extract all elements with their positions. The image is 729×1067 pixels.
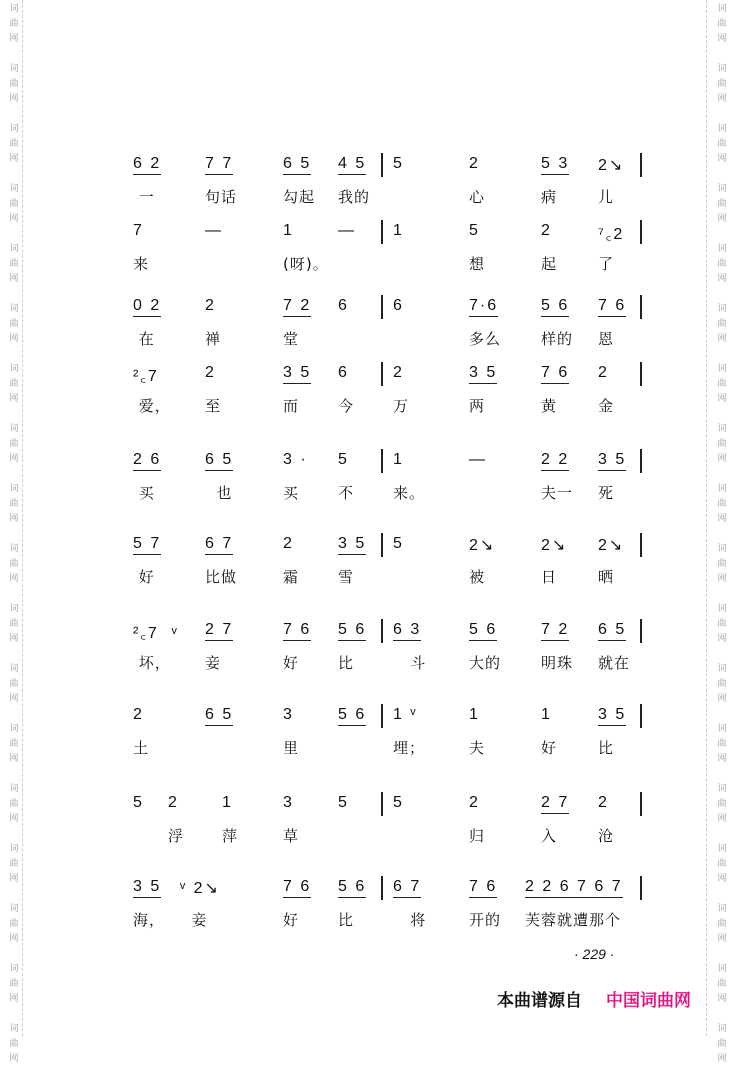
note-group: 1	[222, 794, 233, 811]
barline	[381, 533, 383, 557]
lyric: 禅	[205, 330, 222, 348]
lyric: (呀)。	[283, 255, 329, 273]
note-group: 2 2 6 7 6 7	[525, 878, 623, 898]
note-group: 2↘	[541, 537, 568, 554]
barline	[381, 220, 383, 244]
lyric: 黄	[541, 397, 558, 415]
note-group: 5 7	[133, 535, 161, 555]
note-group: 2	[598, 794, 609, 811]
note-group: 3	[283, 706, 294, 723]
note-group: 3 5	[598, 706, 626, 726]
watermark: 词 曲 网	[717, 604, 727, 644]
note-group: 2 7	[541, 794, 569, 814]
watermark: 词 曲 网	[717, 364, 727, 404]
lyric: 草	[283, 827, 300, 845]
note-group: 6	[393, 297, 404, 314]
watermark: 词 曲 网	[717, 904, 727, 944]
lyric: 起	[541, 255, 558, 273]
lyric: 心	[469, 188, 486, 206]
note-group: 6 7	[205, 535, 233, 555]
note-group: 5	[393, 535, 404, 552]
note-group: —	[338, 222, 356, 239]
note-group: 7·6	[469, 297, 498, 317]
watermark: 词 曲 网	[9, 364, 19, 404]
note-group: 7 6	[283, 878, 311, 898]
barline	[640, 619, 642, 643]
source-site-link[interactable]: 中国词曲网	[606, 991, 691, 1011]
lyric: 在	[133, 330, 155, 348]
barline	[381, 792, 383, 816]
note-group: 6 7	[393, 878, 421, 898]
lyric: 了	[598, 255, 615, 273]
lyric: 一	[133, 188, 155, 206]
barline	[381, 619, 383, 643]
note-group: 7 6	[541, 364, 569, 384]
watermark: 词 曲 网	[9, 904, 19, 944]
watermark: 词 曲 网	[717, 844, 727, 884]
lyric: 萍	[222, 827, 239, 845]
note-group: 5	[393, 155, 404, 172]
note-group: 0 2	[133, 297, 161, 317]
lyric: 买	[133, 484, 155, 502]
lyric: 想	[469, 255, 486, 273]
note-group: 3 5	[469, 364, 497, 384]
note-group: 2	[205, 364, 216, 381]
watermark: 词 曲 网	[9, 724, 19, 764]
lyric: 夫一	[541, 484, 574, 502]
note-group: 3 5	[133, 878, 161, 898]
note-group: 7 2	[541, 621, 569, 641]
lyric: 多么	[469, 330, 502, 348]
note-group: 7 6	[283, 621, 311, 641]
watermark: 词 曲 网	[717, 304, 727, 344]
note-group: 6 2	[133, 155, 161, 175]
note-group: 2	[393, 364, 404, 381]
lyric: 妾	[180, 911, 208, 929]
barline	[640, 220, 642, 244]
barline	[640, 362, 642, 386]
note-group: 2 2	[541, 451, 569, 471]
lyric: 句话	[205, 188, 238, 206]
watermark: 词 曲 网	[9, 784, 19, 824]
note-group: 2 7	[205, 621, 233, 641]
lyric: 就在	[598, 654, 631, 672]
lyric: 死	[598, 484, 615, 502]
note-group: —	[205, 222, 223, 239]
note-group: 5	[338, 794, 349, 811]
lyric: 霜	[283, 568, 300, 586]
note-group: —	[469, 451, 487, 468]
note-group: 2↘	[469, 537, 496, 554]
lyric: 明珠	[541, 654, 574, 672]
barline	[381, 295, 383, 319]
watermark: 词 曲 网	[9, 64, 19, 104]
watermark: 词 曲 网	[717, 1024, 727, 1064]
note-group: 2↘	[598, 537, 625, 554]
lyric: 来。	[393, 484, 426, 502]
note-group: 3 5	[598, 451, 626, 471]
note-group: 5	[393, 794, 404, 811]
lyric: 比	[598, 739, 615, 757]
watermark: 词 曲 网	[717, 544, 727, 584]
note-group: 1	[283, 222, 294, 239]
lyric: 好	[283, 654, 300, 672]
note-group: ²꜀7	[133, 368, 159, 385]
barline	[640, 876, 642, 900]
lyric: 被	[469, 568, 486, 586]
note-group: 2 6	[133, 451, 161, 471]
lyric: 好	[133, 568, 155, 586]
note-group: 5	[469, 222, 480, 239]
margin-dashed-line	[706, 0, 707, 1036]
barline	[640, 153, 642, 177]
watermark: 词 曲 网	[9, 1024, 19, 1064]
note-group: 3 ·	[283, 451, 308, 468]
barline	[640, 792, 642, 816]
watermark: 词 曲 网	[717, 424, 727, 464]
note-group: 6 3	[393, 621, 421, 641]
lyric: 不	[338, 484, 355, 502]
note-group: 6 5	[283, 155, 311, 175]
lyric: 晒	[598, 568, 615, 586]
note-group: 2	[598, 364, 609, 381]
note-group: 2	[283, 535, 294, 552]
lyric: 将	[393, 911, 427, 929]
lyric: 也	[205, 484, 233, 502]
watermark: 词 曲 网	[717, 484, 727, 524]
lyric: 比	[338, 911, 355, 929]
barline	[381, 704, 383, 728]
barline	[640, 449, 642, 473]
lyric: 至	[205, 397, 222, 415]
lyric: 样的	[541, 330, 574, 348]
note-group: 2	[168, 794, 179, 811]
note-group: 1 ᵛ	[393, 706, 418, 723]
lyric: 入	[541, 827, 558, 845]
note-group: 1	[541, 706, 552, 723]
watermark: 词 曲 网	[9, 244, 19, 284]
watermark: 词 曲 网	[9, 964, 19, 1004]
note-group: ᵛ 2↘	[180, 880, 220, 897]
watermark: 词 曲 网	[717, 124, 727, 164]
watermark: 词 曲 网	[717, 244, 727, 284]
lyric: 而	[283, 397, 300, 415]
lyric: 海，	[133, 911, 166, 929]
note-group: 5 6	[338, 706, 366, 726]
lyric: 好	[541, 739, 558, 757]
lyric: 沧	[598, 827, 615, 845]
lyric: 来	[133, 255, 150, 273]
watermark: 词 曲 网	[9, 4, 19, 44]
note-group: 7 7	[205, 155, 233, 175]
watermark: 词 曲 网	[717, 664, 727, 704]
note-group: 5 6	[338, 621, 366, 641]
note-group: 5 3	[541, 155, 569, 175]
note-group: 6 5	[598, 621, 626, 641]
lyric: 病	[541, 188, 558, 206]
lyric: 儿	[598, 188, 615, 206]
note-group: 5 6	[541, 297, 569, 317]
lyric: 今	[338, 397, 355, 415]
watermark: 词 曲 网	[9, 304, 19, 344]
watermark: 词 曲 网	[9, 184, 19, 224]
lyric: 两	[469, 397, 486, 415]
watermark: 词 曲 网	[9, 124, 19, 164]
watermark: 词 曲 网	[717, 784, 727, 824]
note-group: 5 6	[469, 621, 497, 641]
lyric: 夫	[469, 739, 486, 757]
lyric: 买	[283, 484, 300, 502]
barline	[381, 153, 383, 177]
watermark: 词 曲 网	[9, 604, 19, 644]
note-group: 1	[393, 451, 404, 468]
note-group: 6	[338, 297, 349, 314]
watermark: 词 曲 网	[9, 844, 19, 884]
note-group: 7 6	[598, 297, 626, 317]
lyric: 我的	[338, 188, 371, 206]
lyric: 金	[598, 397, 615, 415]
watermark: 词 曲 网	[9, 544, 19, 584]
barline	[640, 704, 642, 728]
barline	[640, 533, 642, 557]
lyric: 斗	[393, 654, 427, 672]
note-group: 6 5	[205, 706, 233, 726]
source-label: 本曲谱源自	[497, 991, 582, 1011]
note-group: 2↘	[598, 157, 625, 174]
watermark: 词 曲 网	[9, 664, 19, 704]
barline	[640, 295, 642, 319]
lyric: 妾	[205, 654, 222, 672]
barline	[381, 876, 383, 900]
note-group: 7	[133, 222, 144, 239]
lyric: 爱，	[133, 397, 171, 415]
note-group: ⁷꜀2	[598, 226, 625, 243]
lyric: 芙蓉就遭那个	[525, 911, 622, 929]
lyric: 雪	[338, 568, 355, 586]
note-group: 1	[469, 706, 480, 723]
note-group: 2	[133, 706, 144, 723]
lyric: 好	[283, 911, 300, 929]
lyric: 埋；	[393, 739, 426, 757]
lyric: 土	[133, 739, 150, 757]
lyric: 大的	[469, 654, 502, 672]
watermark: 词 曲 网	[9, 424, 19, 464]
lyric: 归	[469, 827, 486, 845]
lyric: 里	[283, 739, 300, 757]
note-group: 6	[338, 364, 349, 381]
lyric: 比做	[205, 568, 238, 586]
note-group: 5	[338, 451, 349, 468]
lyric: 万	[393, 397, 410, 415]
watermark: 词 曲 网	[717, 184, 727, 224]
note-group: 5 6	[338, 878, 366, 898]
lyric: 日	[541, 568, 558, 586]
lyric: 浮	[168, 827, 185, 845]
note-group: 1	[393, 222, 404, 239]
lyric: 勾起	[283, 188, 316, 206]
note-group: 2	[541, 222, 552, 239]
margin-dashed-line	[22, 0, 23, 1036]
lyric: 比	[338, 654, 355, 672]
note-group: 3	[283, 794, 294, 811]
page-number: · 229 ·	[574, 946, 615, 962]
note-group: 7 6	[469, 878, 497, 898]
note-group: 3 5	[338, 535, 366, 555]
watermark: 词 曲 网	[717, 724, 727, 764]
barline	[381, 362, 383, 386]
note-group: 5	[133, 794, 144, 811]
note-group: ²꜀7 ᵛ	[133, 625, 179, 642]
watermark: 词 曲 网	[717, 964, 727, 1004]
note-group: 7 2	[283, 297, 311, 317]
note-group: 3 5	[283, 364, 311, 384]
watermark: 词 曲 网	[9, 484, 19, 524]
watermark: 词 曲 网	[717, 4, 727, 44]
note-group: 2	[205, 297, 216, 314]
lyric: 开的	[469, 911, 502, 929]
note-group: 6 5	[205, 451, 233, 471]
note-group: 4 5	[338, 155, 366, 175]
barline	[381, 449, 383, 473]
watermark: 词 曲 网	[717, 64, 727, 104]
lyric: 堂	[283, 330, 300, 348]
note-group: 2	[469, 155, 480, 172]
note-group: 2	[469, 794, 480, 811]
lyric: 坏，	[133, 654, 171, 672]
lyric: 恩	[598, 330, 615, 348]
